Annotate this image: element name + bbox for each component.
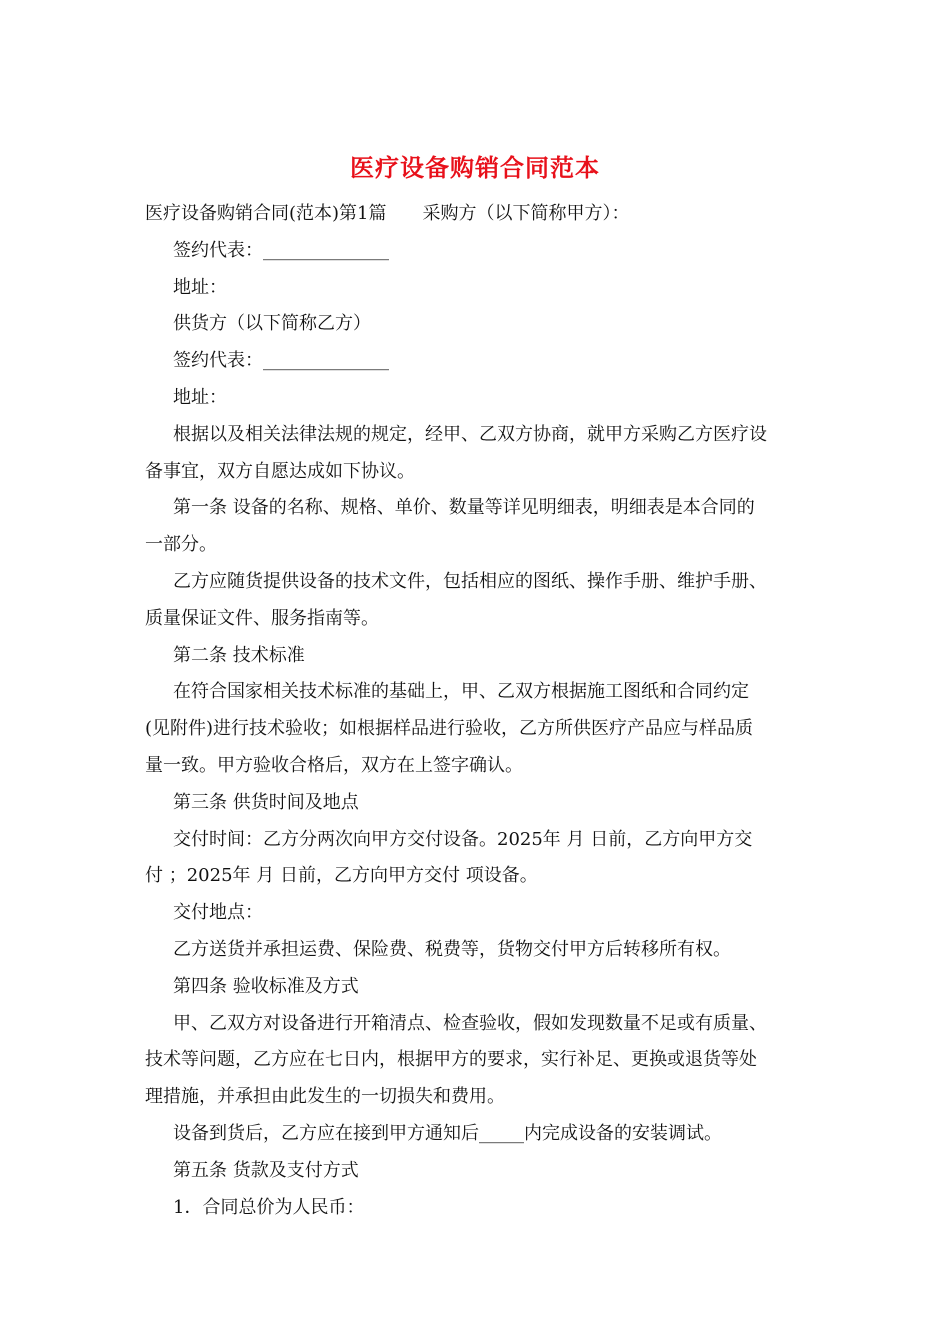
text-line: 甲、乙双方对设备进行开箱清点、检查验收，假如发现数量不足或有质量、 [173,1012,767,1034]
text-line: 第三条 供货时间及地点 [173,791,359,813]
text-line: 乙方送货并承担运费、保险费、税费等，货物交付甲方后转移所有权。 [173,938,731,960]
text-line: 交付时间：乙方分两次向甲方交付设备。2025年 月 日前，乙方向甲方交 [173,828,753,850]
text-line: 设备到货后，乙方应在接到甲方通知后_____内完成设备的安装调试。 [173,1122,722,1144]
text-line: 地址： [173,386,227,408]
text-line: 一部分。 [145,534,217,556]
text-line: 根据以及相关法律法规的规定，经甲、乙双方协商，就甲方采购乙方医疗设 [173,423,767,445]
text-line: 地址： [173,276,227,298]
text-line: 1．合同总价为人民币： [173,1196,365,1218]
text-line: 交付地点： [173,902,263,924]
text-line: 付 ；2025年 月 日前，乙方向甲方交付 项设备。 [145,865,538,887]
text-line: 第五条 货款及支付方式 [173,1159,359,1181]
text-line: 签约代表：______________ [173,239,389,261]
text-line: (见附件)进行技术验收；如根据样品进行验收，乙方所供医疗产品应与样品质 [145,718,754,740]
document-title: 医疗设备购销合同范本 [350,153,600,182]
text-line: 签约代表：______________ [173,350,389,372]
text-line: 理措施，并承担由此发生的一切损失和费用。 [145,1086,505,1108]
document-body [145,196,805,1226]
text-line: 第一条 设备的名称、规格、单价、数量等详见明细表，明细表是本合同的 [173,497,755,519]
text-line: 技术等问题，乙方应在七日内，根据甲方的要求，实行补足、更换或退货等处 [145,1049,757,1071]
text-line: 质量保证文件、服务指南等。 [145,607,379,629]
text-line: 第二条 技术标准 [173,644,305,666]
text-line: 医疗设备购销合同(范本)第1篇 采购方（以下简称甲方）： [145,203,630,224]
text-line: 第四条 验收标准及方式 [173,975,359,997]
text-line: 在符合国家相关技术标准的基础上，甲、乙双方根据施工图纸和合同约定 [173,681,749,703]
text-line: 供货方（以下简称乙方） [173,313,371,335]
text-line: 量一致。甲方验收合格后，双方在上签字确认。 [145,754,523,776]
text-line: 乙方应随货提供设备的技术文件，包括相应的图纸、操作手册、维护手册、 [173,570,767,592]
text-line: 备事宜，双方自愿达成如下协议。 [145,460,415,482]
